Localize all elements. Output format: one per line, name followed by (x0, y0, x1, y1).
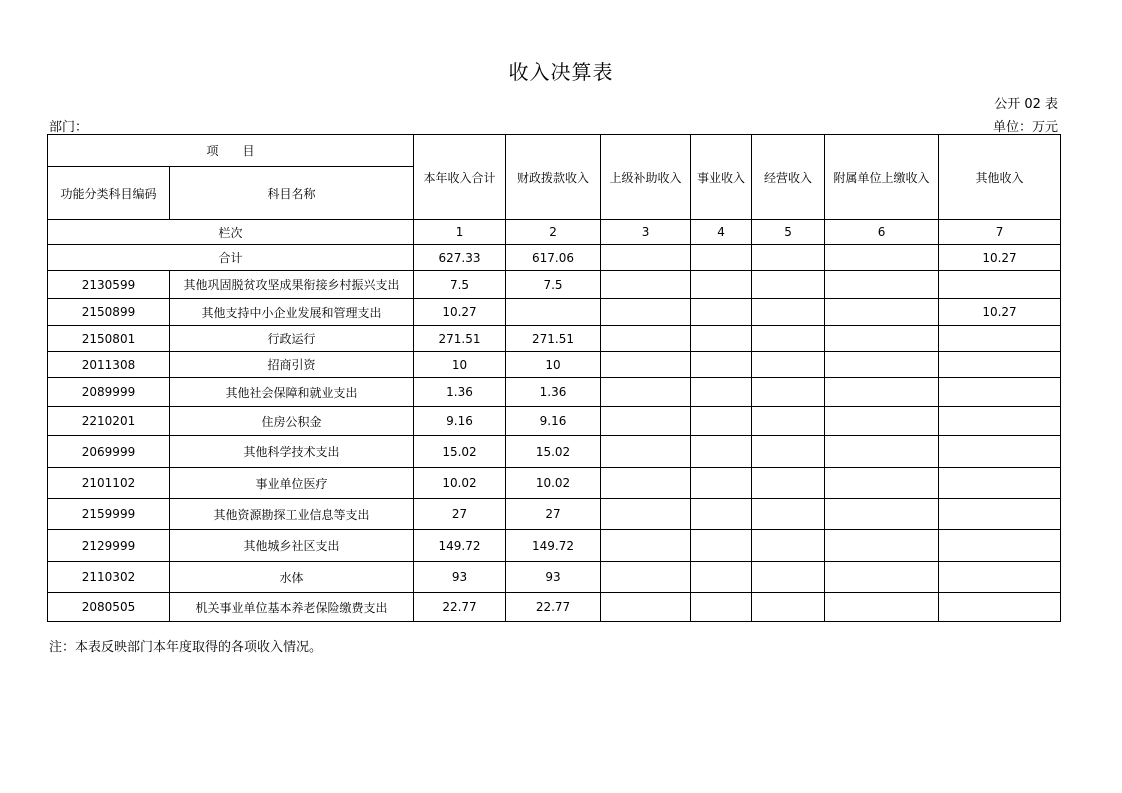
row-value (691, 593, 752, 622)
table-row (48, 436, 1061, 468)
row-value (691, 299, 752, 326)
row-value (691, 271, 752, 299)
index-label: 栏次 (48, 220, 414, 245)
row-value: 271.51 (414, 326, 506, 352)
row-value (939, 468, 1061, 499)
table-row (48, 468, 1061, 499)
row-value (506, 299, 601, 326)
row-name: 行政运行 (170, 326, 414, 352)
col-header: 上级补助收入 (601, 135, 691, 220)
total-value: 617.06 (506, 245, 601, 271)
row-value (691, 530, 752, 562)
name-header: 科目名称 (170, 167, 414, 220)
row-value (752, 326, 825, 352)
row-value (691, 468, 752, 499)
row-value (691, 499, 752, 530)
footnote: 注：本表反映部门本年度取得的各项收入情况。 (49, 640, 323, 655)
total-label: 合计 (48, 245, 414, 271)
row-value: 9.16 (506, 407, 601, 436)
row-code: 2069999 (48, 436, 170, 468)
total-value: 627.33 (414, 245, 506, 271)
total-row (48, 245, 1061, 271)
row-value (939, 271, 1061, 299)
index-row (48, 220, 1061, 245)
row-value (601, 299, 691, 326)
row-value: 15.02 (414, 436, 506, 468)
row-name: 其他巩固脱贫攻坚成果衔接乡村振兴支出 (170, 271, 414, 299)
row-value (752, 593, 825, 622)
table-row (48, 299, 1061, 326)
row-value: 93 (506, 562, 601, 593)
row-code: 2089999 (48, 378, 170, 407)
row-value: 22.77 (506, 593, 601, 622)
row-value (825, 530, 939, 562)
unit-label: 单位：万元 (992, 120, 1058, 135)
row-value (825, 326, 939, 352)
col-header: 经营收入 (752, 135, 825, 220)
row-value: 7.5 (506, 271, 601, 299)
row-code: 2129999 (48, 530, 170, 562)
col-header: 本年收入合计 (414, 135, 506, 220)
table-row (48, 378, 1061, 407)
row-value (752, 299, 825, 326)
index-number: 4 (691, 220, 752, 245)
row-value (691, 562, 752, 593)
row-code: 2080505 (48, 593, 170, 622)
row-value (752, 352, 825, 378)
row-value (601, 499, 691, 530)
row-value (691, 326, 752, 352)
row-value (825, 562, 939, 593)
table-row (48, 530, 1061, 562)
row-value (601, 378, 691, 407)
col-header: 事业收入 (691, 135, 752, 220)
row-code: 2101102 (48, 468, 170, 499)
row-value: 10.02 (414, 468, 506, 499)
index-number: 7 (939, 220, 1061, 245)
row-value (939, 326, 1061, 352)
row-name: 机关事业单位基本养老保险缴费支出 (170, 593, 414, 622)
row-value: 10.02 (506, 468, 601, 499)
row-name: 事业单位医疗 (170, 468, 414, 499)
row-value (752, 499, 825, 530)
row-code: 2150899 (48, 299, 170, 326)
total-value (825, 245, 939, 271)
row-value (825, 468, 939, 499)
index-number: 5 (752, 220, 825, 245)
table-row (48, 407, 1061, 436)
total-value (601, 245, 691, 271)
income-table (47, 134, 1061, 622)
row-value (825, 499, 939, 530)
row-name: 其他科学技术支出 (170, 436, 414, 468)
row-value (939, 352, 1061, 378)
row-value (601, 468, 691, 499)
row-value (752, 436, 825, 468)
page-title: 收入决算表 (508, 60, 614, 84)
row-value (939, 593, 1061, 622)
total-value: 10.27 (939, 245, 1061, 271)
row-name: 其他资源勘探工业信息等支出 (170, 499, 414, 530)
table-row (48, 562, 1061, 593)
row-code: 2159999 (48, 499, 170, 530)
row-value (601, 562, 691, 593)
table-row (48, 271, 1061, 299)
row-name: 其他城乡社区支出 (170, 530, 414, 562)
form-number: 公开 02 表 (994, 97, 1058, 112)
row-value (601, 271, 691, 299)
row-value: 9.16 (414, 407, 506, 436)
row-value (691, 407, 752, 436)
row-name: 其他支持中小企业发展和管理支出 (170, 299, 414, 326)
item-group-header: 项 目 (48, 135, 414, 167)
table-row (48, 326, 1061, 352)
row-value: 271.51 (506, 326, 601, 352)
row-value: 149.72 (506, 530, 601, 562)
row-value (752, 468, 825, 499)
table-row (48, 593, 1061, 622)
row-value (752, 378, 825, 407)
row-value (752, 271, 825, 299)
row-value: 7.5 (414, 271, 506, 299)
department-label: 部门： (49, 120, 89, 135)
index-number: 1 (414, 220, 506, 245)
row-value (939, 530, 1061, 562)
index-number: 2 (506, 220, 601, 245)
row-name: 招商引资 (170, 352, 414, 378)
row-value (691, 378, 752, 407)
row-value (825, 271, 939, 299)
row-value (752, 407, 825, 436)
row-value (825, 436, 939, 468)
row-value (601, 407, 691, 436)
row-value (825, 299, 939, 326)
col-header: 财政拨款收入 (506, 135, 601, 220)
row-value (939, 499, 1061, 530)
row-value (601, 530, 691, 562)
total-value (691, 245, 752, 271)
row-value (601, 326, 691, 352)
row-value: 10 (506, 352, 601, 378)
index-number: 6 (825, 220, 939, 245)
row-value (825, 378, 939, 407)
row-value: 1.36 (506, 378, 601, 407)
index-number: 3 (601, 220, 691, 245)
row-value (691, 352, 752, 378)
row-value (825, 352, 939, 378)
row-value (939, 436, 1061, 468)
row-value (752, 530, 825, 562)
row-name: 水体 (170, 562, 414, 593)
row-code: 2130599 (48, 271, 170, 299)
row-value (939, 562, 1061, 593)
row-value (691, 436, 752, 468)
row-value: 27 (414, 499, 506, 530)
row-value: 1.36 (414, 378, 506, 407)
row-value (939, 407, 1061, 436)
row-code: 2110302 (48, 562, 170, 593)
row-name: 其他社会保障和就业支出 (170, 378, 414, 407)
row-value: 93 (414, 562, 506, 593)
row-code: 2210201 (48, 407, 170, 436)
code-header: 功能分类科目编码 (48, 167, 170, 220)
row-value: 27 (506, 499, 601, 530)
row-code: 2150801 (48, 326, 170, 352)
row-value (825, 407, 939, 436)
row-value (601, 593, 691, 622)
row-value: 149.72 (414, 530, 506, 562)
table-row (48, 499, 1061, 530)
row-value: 22.77 (414, 593, 506, 622)
row-value: 10.27 (939, 299, 1061, 326)
table-row (48, 352, 1061, 378)
total-value (752, 245, 825, 271)
row-value: 15.02 (506, 436, 601, 468)
row-value (752, 562, 825, 593)
row-value (825, 593, 939, 622)
row-value (601, 352, 691, 378)
row-value (601, 436, 691, 468)
col-header: 附属单位上缴收入 (825, 135, 939, 220)
col-header: 其他收入 (939, 135, 1061, 220)
row-code: 2011308 (48, 352, 170, 378)
row-value: 10 (414, 352, 506, 378)
row-name: 住房公积金 (170, 407, 414, 436)
row-value: 10.27 (414, 299, 506, 326)
row-value (939, 378, 1061, 407)
